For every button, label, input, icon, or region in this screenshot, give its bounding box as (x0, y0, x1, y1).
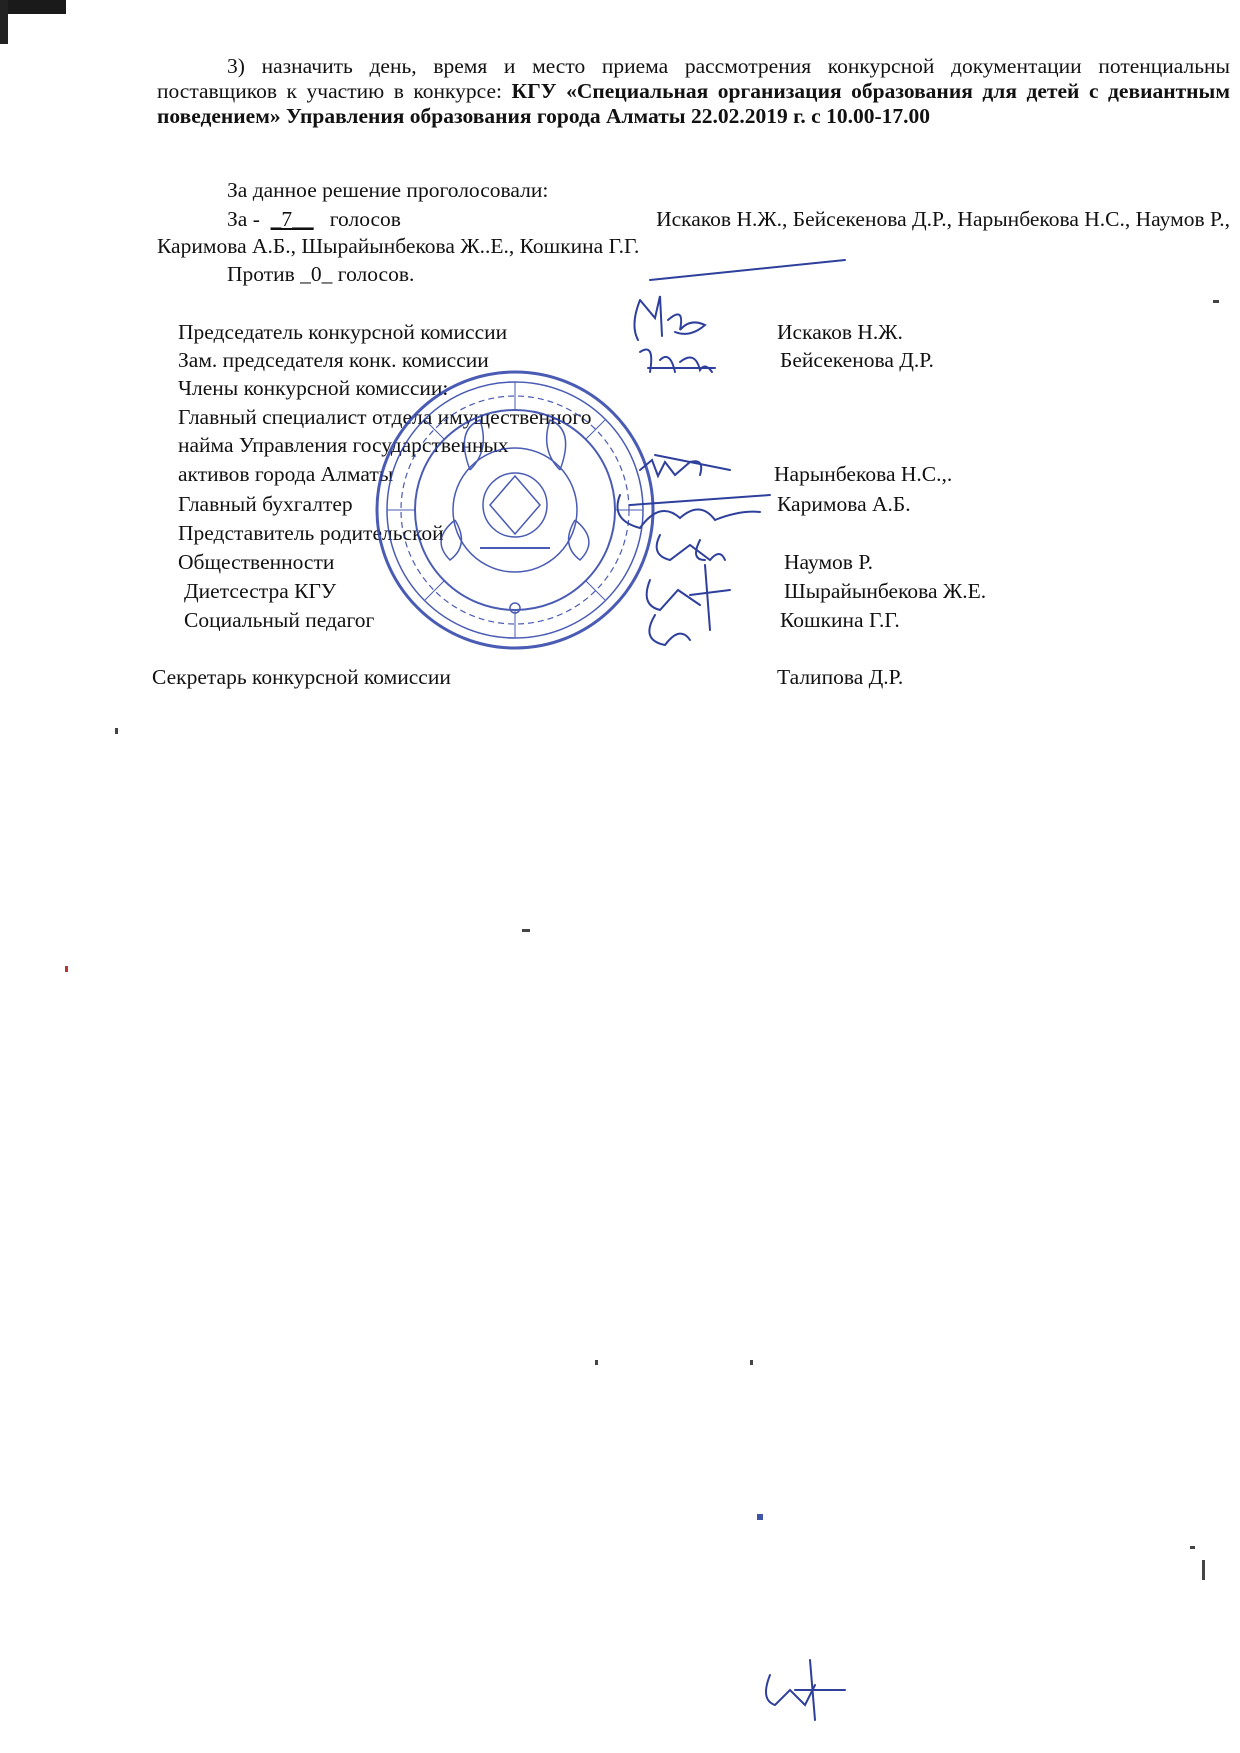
signature-chairman (634, 260, 845, 340)
voting-for-names-1: Искаков Н.Ж., Бейсекенова Д.Р., Нарынбекова Н.С., Наумов Р., (656, 207, 1230, 231)
voting-against-suffix: голосов. (337, 262, 415, 286)
member1-role-line3: активов города Алматы (178, 462, 394, 486)
chairman-name: Искаков Н.Ж. (777, 320, 903, 344)
members-heading: Члены конкурсной комиссии: (178, 376, 449, 400)
secretary-role: Секретарь конкурсной комиссии (152, 665, 451, 689)
member5-name: Кошкина Г.Г. (780, 608, 900, 632)
signature-footer (766, 1660, 845, 1720)
signature-deputy (640, 350, 715, 373)
member5-role: Социальный педагог (184, 608, 375, 632)
signature-member2 (618, 495, 771, 560)
member3-role-line2: Общественности (178, 550, 335, 574)
chairman-role: Председатель конкурсной комиссии (178, 320, 508, 344)
signatures (618, 260, 846, 1720)
member2-name: Каримова А.Б. (777, 492, 911, 516)
voting-against-count: _0_ (300, 262, 333, 286)
voting-for-prefix: За - (227, 207, 260, 231)
signature-member5 (649, 615, 690, 645)
voting-for-count: _7__ (270, 207, 314, 231)
signature-member4 (647, 565, 730, 630)
member1-role-line1: Главный специалист отдела имущественного (178, 405, 592, 429)
voting-against-prefix: Против (227, 262, 295, 286)
voting-for-names-2: Каримова А.Б., Шырайынбекова Ж..Е., Кошкина Г.Г. (157, 234, 640, 258)
secretary-name: Талипова Д.Р. (777, 665, 904, 689)
decision-item-text: 3) назначить день, время и место приема рассмотрения конкурсной документации потенциальны поставщиков к участию в конкурсе: (157, 54, 1230, 103)
member4-role: Диетсестра КГУ (184, 579, 337, 603)
deputy-name: Бейсекенова Д.Р. (780, 348, 934, 372)
member1-role-line2: найма Управления государственных (178, 433, 509, 457)
official-stamp (377, 372, 653, 648)
deputy-role: Зам. председателя конк. комиссии (178, 348, 489, 372)
voting-for-suffix: голосов (329, 207, 401, 231)
member3-role-line1: Представитель родительской (178, 521, 444, 545)
decision-item-bold: КГУ «Специальная организация образования для детей с девиантным поведением» Управления образования города Алматы 22.02.2019 г. с 10.00-17.00 (157, 79, 1230, 128)
member4-name: Шырайынбекова Ж.Е. (784, 579, 987, 603)
member1-name: Нарынбекова Н.С.,. (774, 462, 953, 486)
voting-heading: За данное решение проголосовали: (227, 178, 549, 202)
signature-member3 (657, 535, 725, 560)
member3-name: Наумов Р. (784, 550, 873, 574)
member2-role: Главный бухгалтер (178, 492, 353, 516)
signature-member1 (640, 455, 730, 476)
